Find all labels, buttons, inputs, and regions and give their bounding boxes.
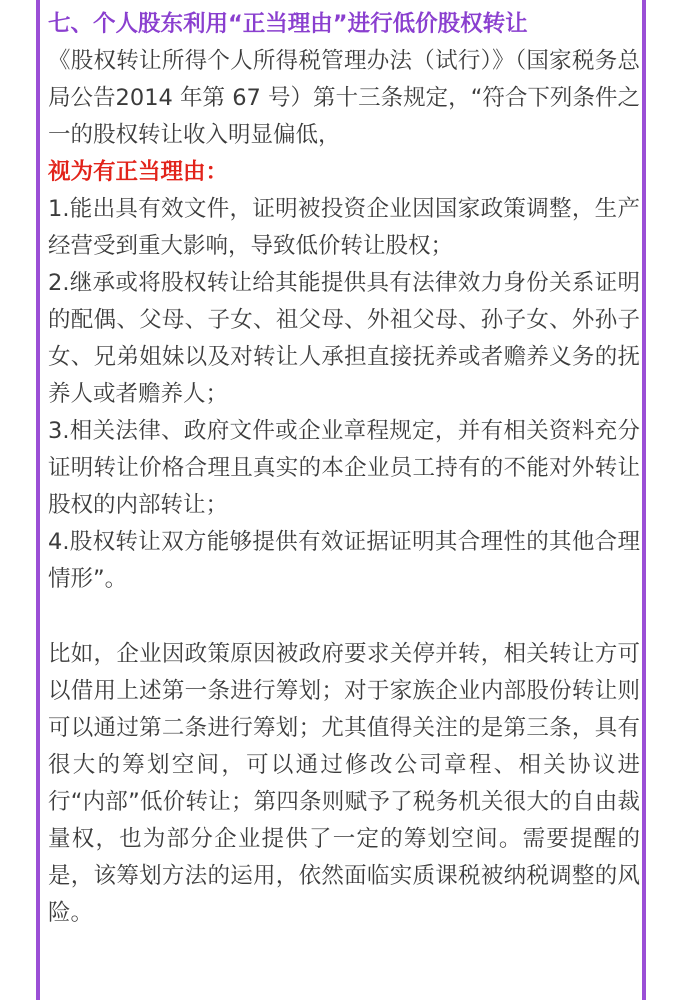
intro-text: 《股权转让所得个人所得税管理办法（试行）》（国家税务总局公告2014 年第 67 号）第十三条规定，“符合下列条件之一的股权转让收入明显偏低，	[48, 48, 640, 148]
list-item: 2.继承或将股权转让给其能提供具有法律效力身份关系证明的配偶、父母、子女、祖父母、外祖父母、孙子女、外孙子女、兄弟姐妹以及对转让人承担直接抚养或者赡养义务的抚养人或者赡养人；	[48, 270, 640, 407]
commentary-paragraph: 比如，企业因政策原因被政府要求关停并转，相关转让方可以借用上述第一条进行筹划；对于家族企业内部股份转让则可以通过第二条进行筹划；尤其值得关注的是第三条，具有很大的筹划空间，可以通过修改公司章程、相关协议进行“内部”低价转让；第四条则赋予了税务机关很大的自由裁量权，也为部分企业提供了一定的筹划空间。需要提醒的是，该筹划方法的运用，依然面临实质课税被纳税调整的风险。	[48, 641, 640, 926]
highlight-text: 视为有正当理由：	[48, 159, 229, 185]
section-title: 七、个人股东利用“正当理由”进行低价股权转让	[48, 11, 528, 37]
list-item: 3.相关法律、政府文件或企业章程规定，并有相关资料充分证明转让价格合理且真实的本企业员工持有的不能对外转让股权的内部转让；	[48, 418, 640, 518]
highlight-line	[48, 154, 640, 191]
list-item: 1.能出具有效文件，证明被投资企业因国家政策调整，生产经营受到重大影响，导致低价转让股权；	[48, 196, 640, 259]
paragraph-spacer	[48, 598, 640, 636]
list-item: 4.股权转让双方能够提供有效证据证明其合理性的其他合理情形”。	[48, 529, 640, 592]
article-content	[48, 6, 640, 932]
intro-paragraph	[48, 43, 640, 154]
